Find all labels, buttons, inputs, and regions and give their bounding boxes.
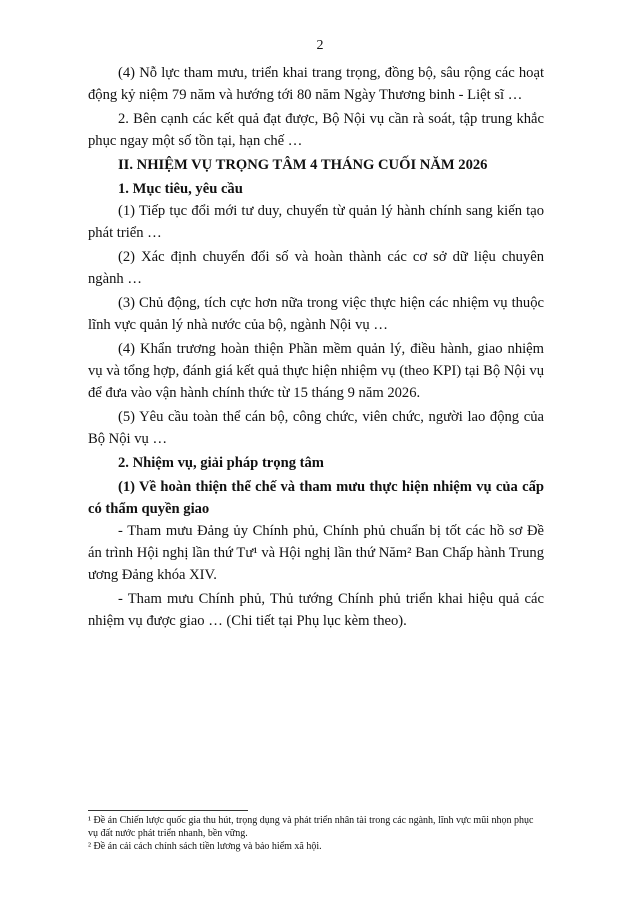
footnotes [88, 814, 544, 853]
subsection-heading: 2. Nhiệm vụ, giải pháp trọng tâm [118, 455, 324, 471]
body-paragraph: (2) Xác định chuyển đổi số và hoàn thành các cơ sở dữ liệu chuyên ngành … [88, 249, 544, 287]
footnote-divider [88, 810, 248, 811]
document-body [88, 62, 544, 632]
section-heading: II. NHIỆM VỤ TRỌNG TÂM 4 THÁNG CUỐI NĂM 2026 [118, 157, 488, 173]
page-number: 2 [316, 38, 324, 53]
subsection-heading: (1) Về hoàn thiện thể chế và tham mưu thực hiện nhiệm vụ của cấp có thẩm quyền giao [88, 479, 544, 517]
subsection-heading: 1. Mục tiêu, yêu cầu [118, 181, 243, 197]
body-paragraph: (4) Khẩn trương hoàn thiện Phần mềm quản lý, điều hành, giao nhiệm vụ và tổng hợp, đánh giá kết quả thực hiện nhiệm vụ (theo KPI) tại Bộ Nội vụ để đưa vào vận hành chính thức từ 15 tháng 9 năm 2026. [88, 341, 544, 401]
footnote: ¹ Đề án Chiến lược quốc gia thu hút, trọng dụng và phát triển nhân tài trong các ngành, lĩnh vực mũi nhọn phục vụ đất nước phát triển nhanh, bền vững. [88, 815, 534, 839]
body-paragraph: (1) Tiếp tục đổi mới tư duy, chuyển từ quản lý hành chính sang kiến tạo phát triển … [88, 203, 544, 241]
footnote: ² Đề án cải cách chính sách tiền lương và bảo hiểm xã hội. [88, 841, 322, 852]
body-paragraph: (3) Chủ động, tích cực hơn nữa trong việc thực hiện các nhiệm vụ thuộc lĩnh vực quản lý nhà nước của bộ, ngành Nội vụ … [88, 295, 544, 333]
body-paragraph: (5) Yêu cầu toàn thể cán bộ, công chức, viên chức, người lao động của Bộ Nội vụ … [88, 409, 544, 447]
body-paragraph: (4) Nỗ lực tham mưu, triển khai trang trọng, đồng bộ, sâu rộng các hoạt động kỷ niệm 79 năm và hướng tới 80 năm Ngày Thương binh - Liệt sĩ … [88, 65, 544, 103]
body-paragraph: 2. Bên cạnh các kết quả đạt được, Bộ Nội vụ cần rà soát, tập trung khắc phục ngay một số tồn tại, hạn chế … [88, 111, 544, 149]
body-paragraph: - Tham mưu Chính phủ, Thủ tướng Chính phủ triển khai hiệu quả các nhiệm vụ được giao … (Chi tiết tại Phụ lục kèm theo). [88, 591, 544, 629]
body-paragraph: - Tham mưu Đảng ủy Chính phủ, Chính phủ chuẩn bị tốt các hồ sơ Đề án trình Hội nghị lần thứ Tư¹ và Hội nghị lần thứ Năm² Ban Chấp hành Trung ương Đảng khóa XIV. [88, 523, 544, 583]
